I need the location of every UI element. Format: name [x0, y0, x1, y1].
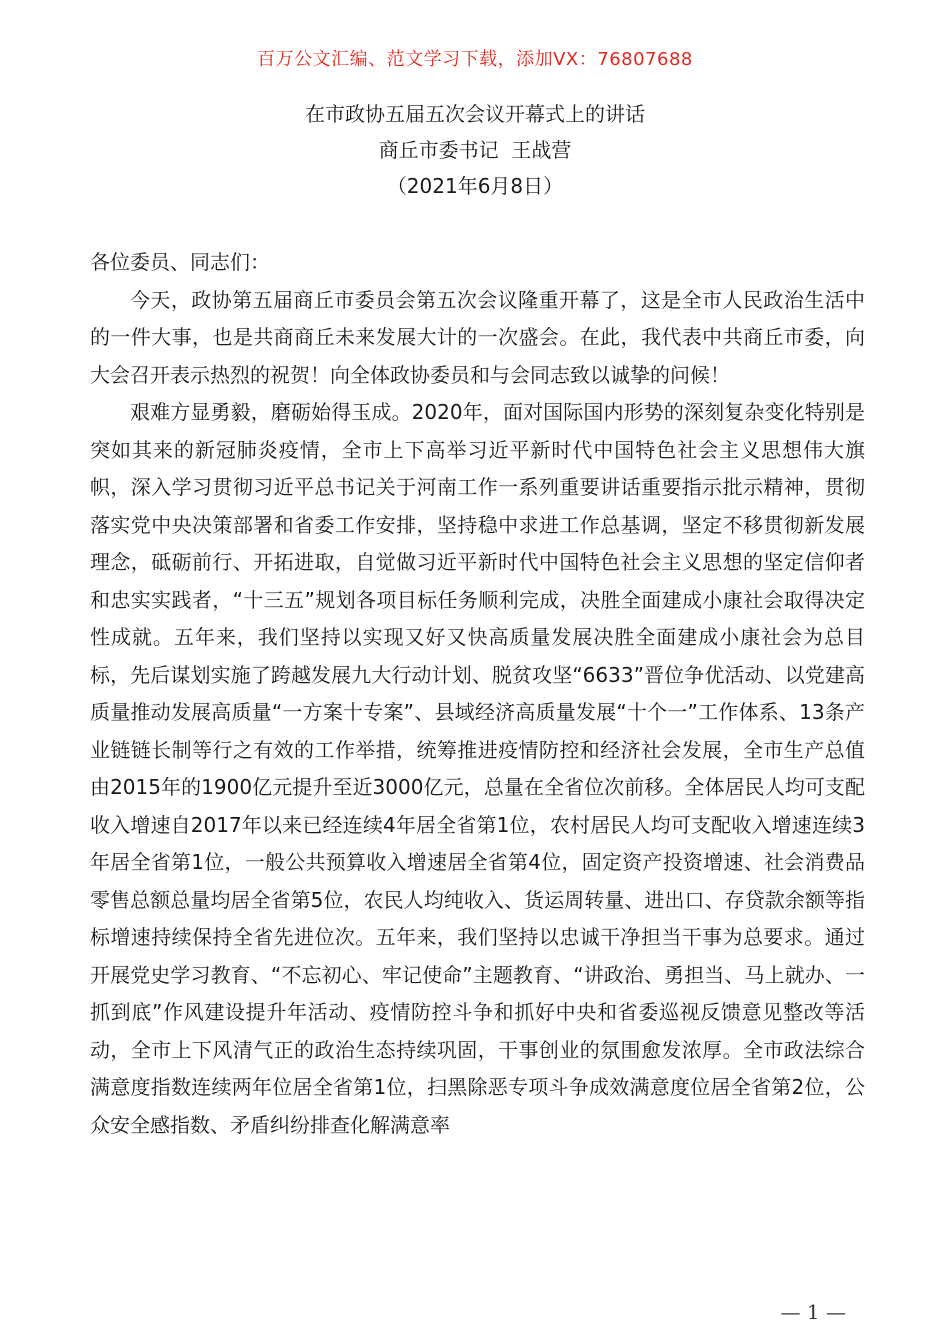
paragraph: 艰难方显勇毅，磨砺始得玉成。2020年，面对国际国内形势的深刻复杂变化特别是突如其来的新冠肺炎疫情，全市上下高举习近平新时代中国特色社会主义思想伟大旗帜，深入学习贯彻习近平总书记关于河南工作一系列重要讲话重要指示批示精神，贯彻落实党中央决策部署和省委工作安排，坚持稳中求进工作总基调，坚定不移贯彻新发展理念，砥砺前行、开拓进取，自觉做习近平新时代中国特色社会主义思想的坚定信仰者和忠实实践者，“十三五”规划各项目标任务顺利完成，决胜全面建成小康社会取得决定性成就。五年来，我们坚持以实现又好又快高质量发展决胜全面建成小康社会为总目标，先后谋划实施了跨越发展九大行动计划、脱贫攻坚“6633”晋位争优活动、以党建高质量推动发展高质量“一方案十专案”、县域经济高质量发展“十个一”工作体系、13条产业链链长制等行之有效的工作举措，统筹推进疫情防控和经济社会发展，全市生产总值由2015年的1900亿元提升至近3000亿元，总量在全省位次前移。全体居民人均可支配收入增速自2017年以来已经连续4年居全省第1位，农村居民人均可支配收入增速连续3年居全省第1位，一般公共预算收入增速居全省第4位，固定资产投资增速、社会消费品零售总额总量均居全省第5位，农民人均纯收入、货运周转量、进出口、存贷款余额等指标增速持续保持全省先进位次。五年来，我们坚持以忠诚干净担当干事为总要求。通过开展党史学习教育、“不忘初心、牢记使命”主题教育、“讲政治、勇担当、马上就办、一抓到底”作风建设提升年活动、疫情防控斗争和抓好中央和省委巡视反馈意见整改等活动，全市上下风清气正的政治生态持续巩固，干事创业的氛围愈发浓厚。全市政法综合满意度指数连续两年位居全省第1位，扫黑除恶专项斗争成效满意度位居全省第2位，公众安全感指数、矛盾纠纷排查化解满意率: [90, 400, 865, 1137]
header-watermark: 百万公文汇编、范文学习下载，添加VX：76807688: [257, 49, 693, 70]
document-date: （2021年6月8日）: [386, 174, 564, 198]
paragraph: 今天，政协第五届商丘市委员会第五次会议隆重开幕了，这是全市人民政治生活中的一件大事，也是共商商丘未来发展大计的一次盛会。在此，我代表中共商丘市委，向大会召开表示热烈的祝贺！向全体政协委员和与会同志致以诚挚的问候！: [90, 287, 865, 387]
document-title: 在市政协五届五次会议开幕式上的讲话: [305, 102, 645, 126]
document-body: [90, 244, 865, 1144]
title-block: [0, 96, 950, 204]
salutation: 各位委员、同志们：: [90, 250, 270, 274]
page-number: — 1 —: [780, 1300, 846, 1324]
document-author: 商丘市委书记 王战营: [378, 138, 572, 162]
